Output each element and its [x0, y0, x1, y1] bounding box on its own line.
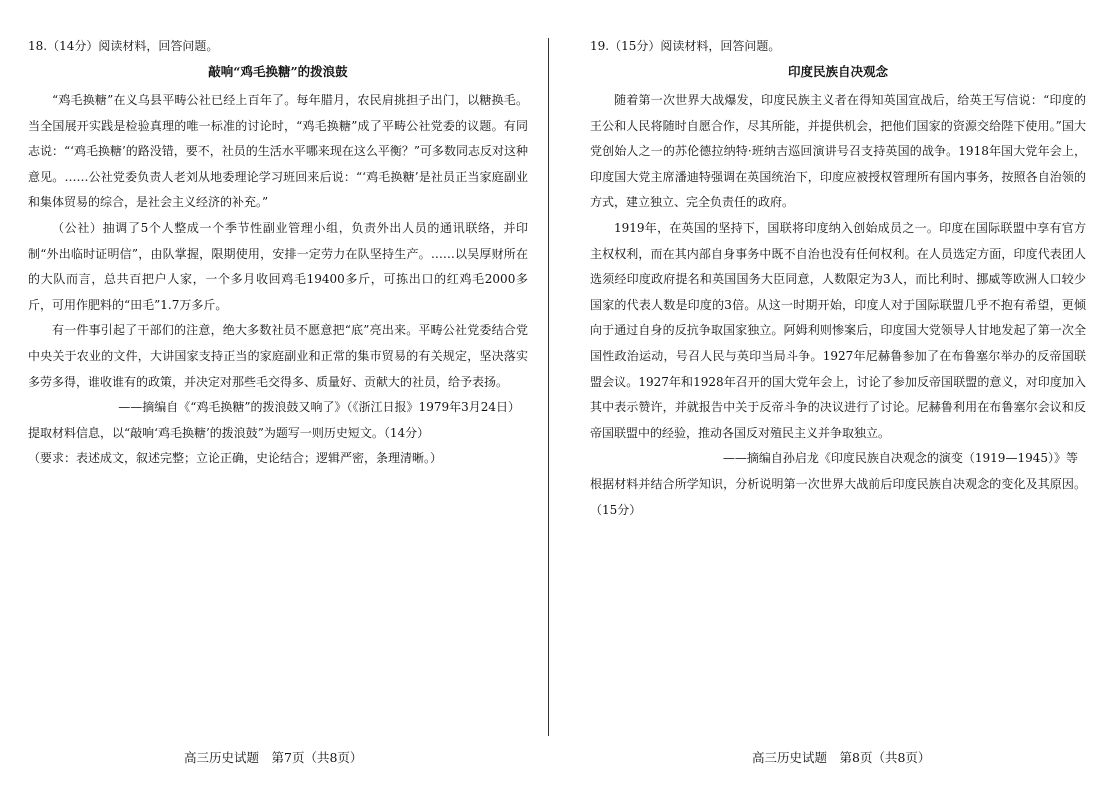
question-18-header: 18.（14分）阅读材料，回答问题。	[28, 39, 219, 53]
material-paragraph: （公社）抽调了5个人整成一个季节性副业管理小组，负责外出人员的通讯联络，并印制“外出临时证明信”，由队掌握，限期使用，安排一定劳力在队坚持生产。……以吴厚财所在的大队而言，总共百把户人家，一个多月收回鸡毛19400多斤，可拣出口的红鸡毛2000多斤，可用作肥料的“田毛”1.7万多斤。	[28, 220, 528, 312]
question-18-requirement: （要求：表述成文，叙述完整；立论正确，史论结合；逻辑严密，条理清晰。）	[28, 451, 443, 466]
question-19-title: 印度民族自决观念	[787, 64, 888, 79]
page-7-footer: 高三历史试题 第7页（共8页）	[184, 750, 363, 765]
question-18-title: 敲响“鸡毛换糖”的拨浪鼓	[208, 64, 348, 79]
material-paragraph: 有一件事引起了干部们的注意，绝大多数社员不愿意把“底”亮出来。平畴公社党委结合党中央关于农业的文件，大讲国家支持正当的家庭副业和正常的集市贸易的有关规定，坚决落实多劳多得，谁收谁有的政策，并决定对那些毛交得多、质量好、贡献大的社员，给予表扬。	[28, 323, 528, 389]
question-19-task: 根据材料并结合所学知识，分析说明第一次世界大战前后印度民族自决观念的变化及其原因。（15分）	[590, 476, 1086, 517]
question-19-header: 19.（15分）阅读材料，回答问题。	[590, 39, 781, 53]
material-paragraph: 1919年，在英国的坚持下，国联将印度纳入创始成员之一。印度在国际联盟中享有官方主权权利，而在其内部自身事务中既不自治也没有任何权利。在人员选定方面，印度代表团人选须经印度政府提名和英国国务大臣同意，人数限定为3人，而比利时、挪威等欧洲人口较少国家的代表人数是印度的3倍。从这一时期开始，印度人对于国际联盟几乎不抱有希望，更倾向于通过自身的反抗争取国家独立。阿姆利则惨案后，印度国大党领导人甘地发起了第一次全国性政治运动，号召人民与英印当局斗争。1927年尼赫鲁参加了在布鲁塞尔举办的反帝国联盟会议。1927年和1928年召开的国大党年会上，讨论了参加反帝国联盟的意义，对印度加入其中表示赞许，并就报告中关于反帝斗争的决议进行了讨论。尼赫鲁利用在布鲁塞尔会议和反帝国联盟中的经验，推动各国反对殖民主义并争取独立。	[590, 220, 1086, 440]
page-8-footer: 高三历史试题 第8页（共8页）	[752, 750, 931, 765]
page-divider	[548, 38, 549, 736]
question-18-task: 提取材料信息，以“敲响‘鸡毛换糖’的拨浪鼓”为题写一则历史短文。（14分）	[28, 425, 430, 440]
material-paragraph: 随着第一次世界大战爆发，印度民族主义者在得知英国宣战后，给英王写信说：“印度的王公和人民将随时自愿合作，尽其所能，并提供机会，把他们国家的资源交给陛下使用。”国大党创始人之一的苏伦德拉纳特·班纳吉巡回演讲号召支持英国的战争。1918年国大党年会上，印度国大党主席潘迪特强调在英国统治下，印度应被授权管理所有国内事务，按照各自治领的方式，建立独立、完全负责任的政府。	[590, 93, 1086, 210]
material-paragraph: “鸡毛换糖”在义乌县平畴公社已经上百年了。每年腊月，农民肩挑担子出门，以糖换毛。当全国展开实践是检验真理的唯一标准的讨论时，“鸡毛换糖”成了平畴公社党委的议题。有同志说：“‘鸡毛换糖’的路没错，要不，社员的生活水平哪来现在这么平衡？”可多数同志反对这种意见。……公社党委负责人老刘从地委理论学习班回来后说：“‘鸡毛换糖’是社员正当家庭副业和集体贸易的综合，是社会主义经济的补充。”	[28, 93, 528, 210]
material-source: ——摘编自孙启龙《印度民族自决观念的演变（1919—1945）》等	[722, 451, 1078, 466]
question-19-material	[590, 88, 1086, 523]
material-source: ——摘编自《“鸡毛换糖”的拨浪鼓又响了》（《浙江日报》1979年3月24日）	[118, 400, 520, 415]
question-18-material	[28, 88, 528, 472]
